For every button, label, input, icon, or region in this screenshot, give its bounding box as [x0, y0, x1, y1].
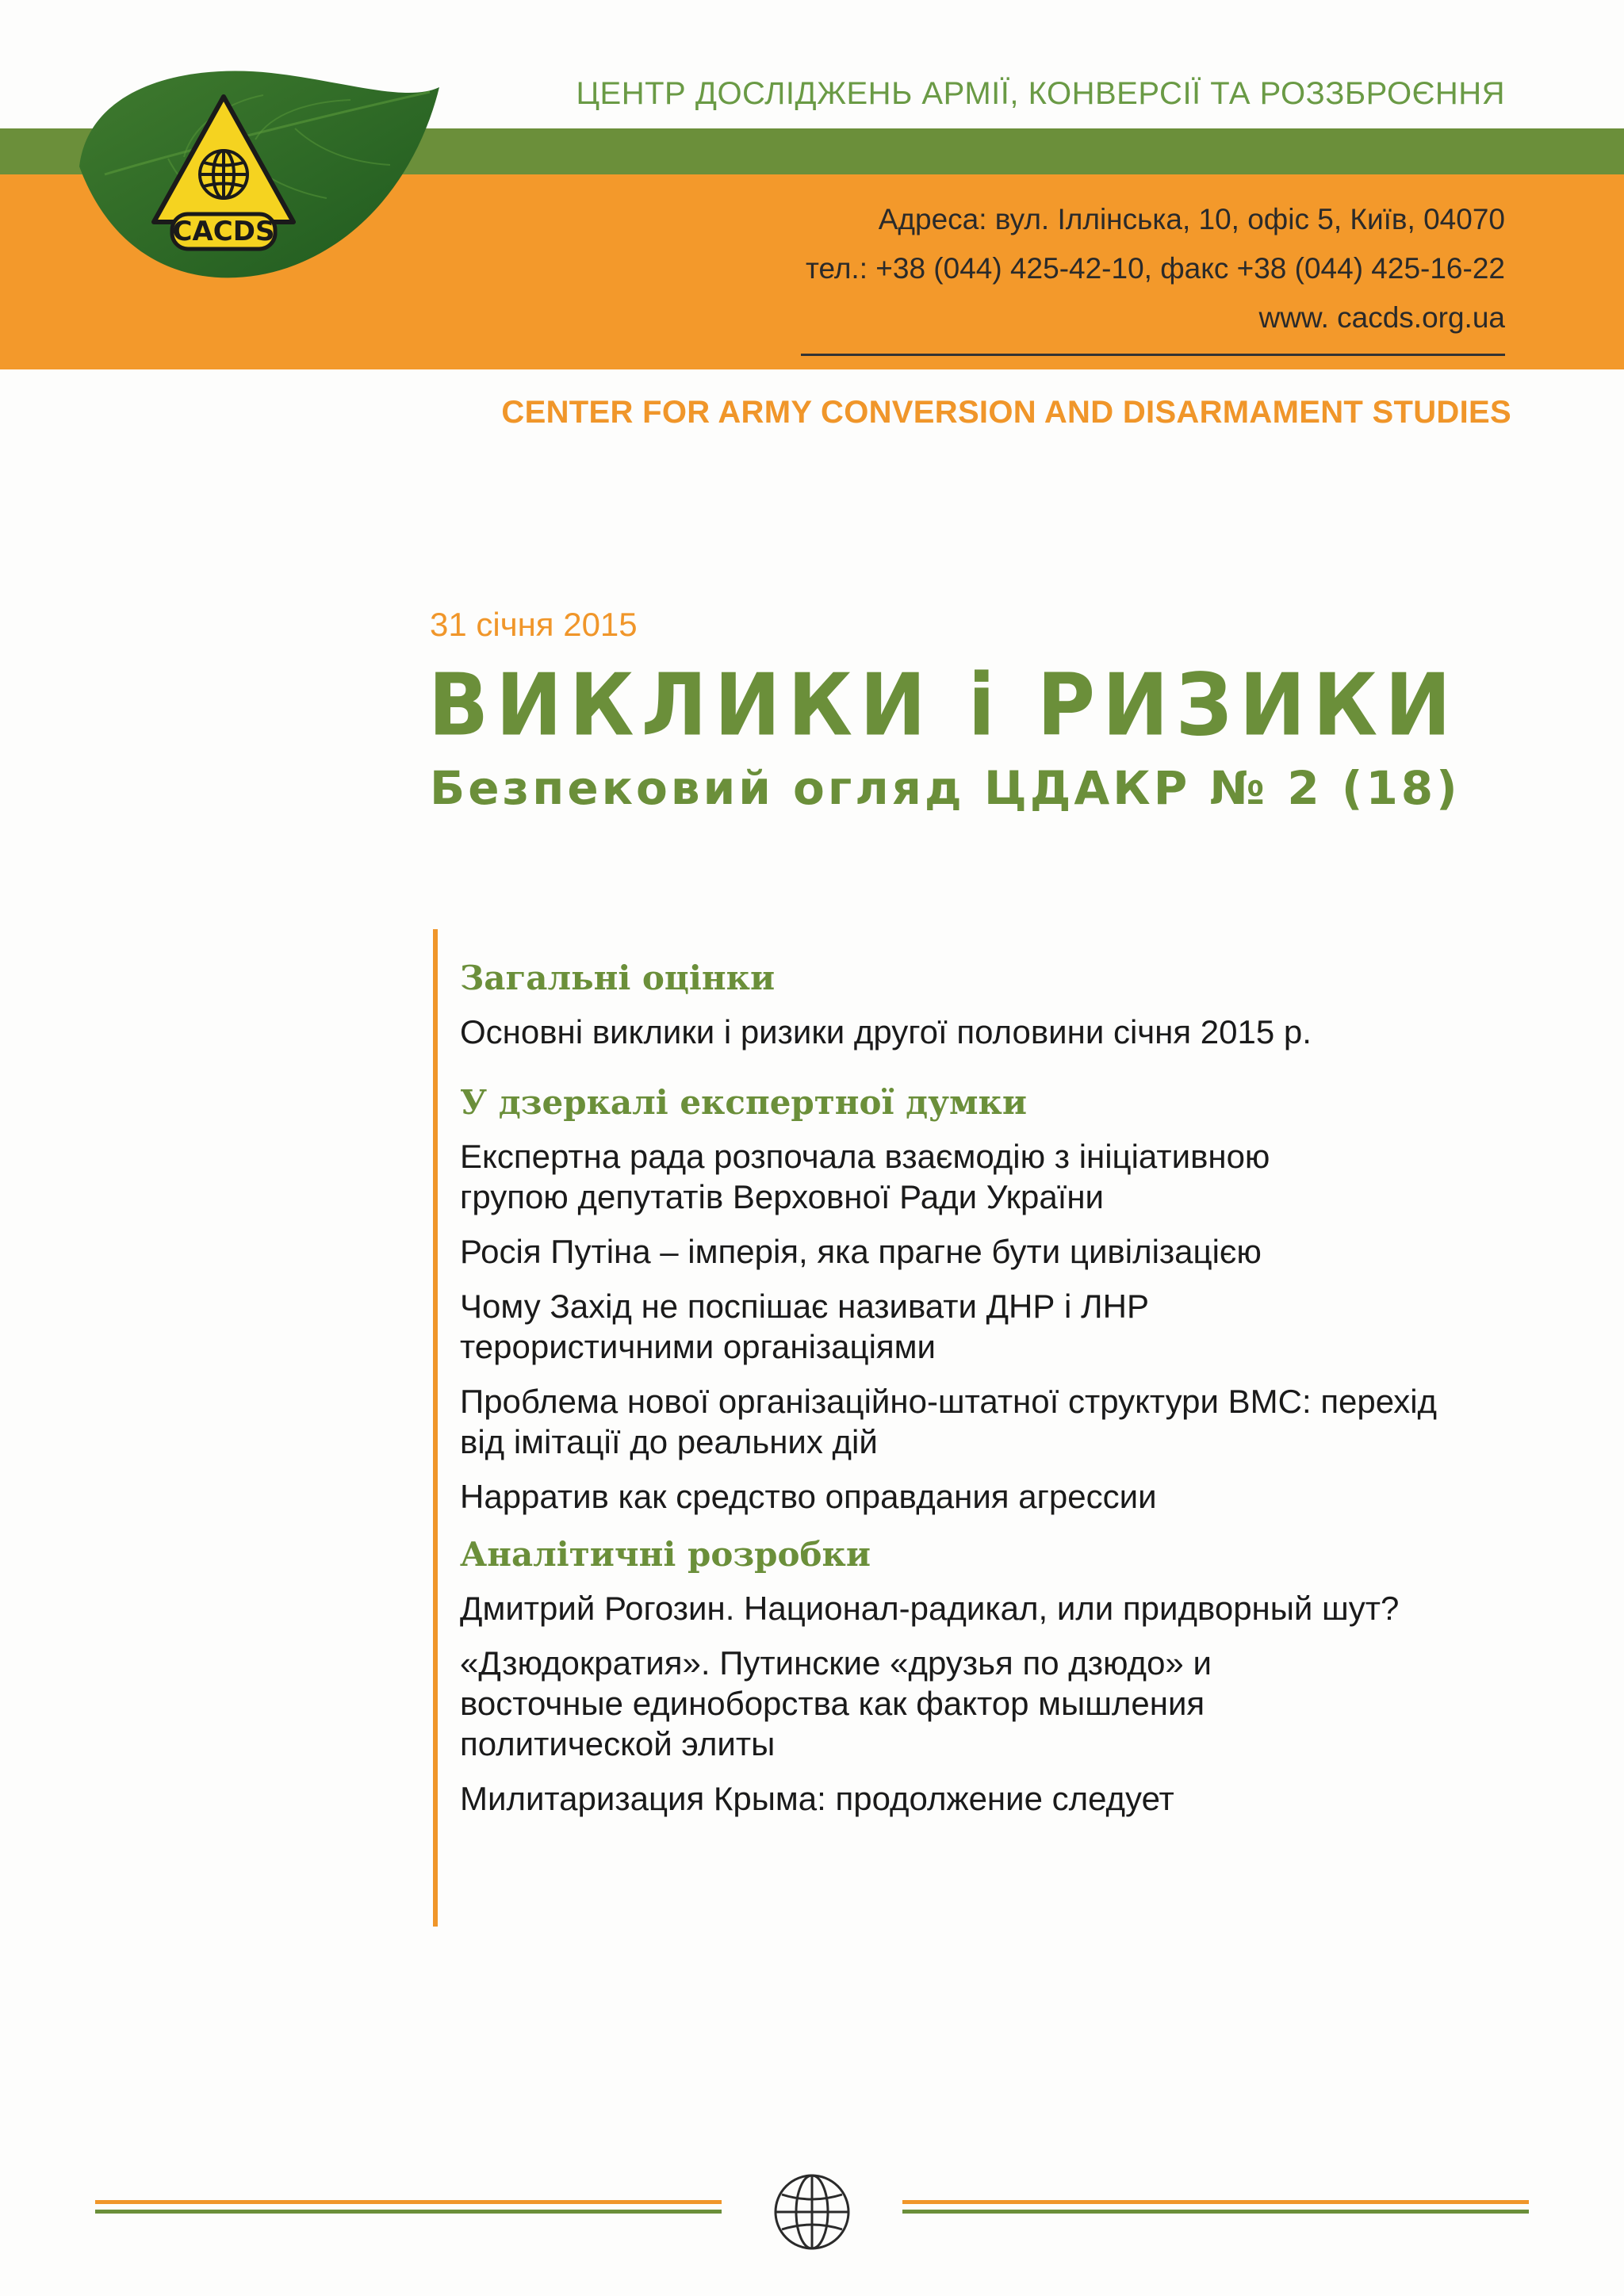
toc-item[interactable]: Експертна рада розпочала взаємодію з ініціативною групою депутатів Верховної Ради України [460, 1138, 1270, 1215]
section-heading: Загальні оцінки [460, 959, 776, 997]
footer-globe-icon [771, 2171, 853, 2253]
cacds-logo [73, 55, 446, 293]
website-link[interactable]: www. cacds.org.ua [1258, 301, 1505, 334]
section-heading: Аналітичні розробки [460, 1535, 871, 1574]
contact-divider [801, 354, 1505, 356]
toc-item[interactable]: Дмитрий Рогозин. Национал-радикал, или придворный шут? [460, 1590, 1400, 1627]
phone-fax: тел.: +38 (044) 425-42-10, факс +38 (044) 425-16-22 [805, 252, 1505, 285]
contact-block [806, 195, 1505, 342]
footer-line-left-top [95, 2200, 722, 2204]
globe-icon [200, 151, 247, 198]
toc-item[interactable]: Росія Путіна – імперія, яка прагне бути цивілізацією [460, 1233, 1262, 1270]
toc-item[interactable]: Основні виклики і ризики другої половини січня 2015 р. [460, 1013, 1312, 1050]
document-title: ВИКЛИКИ і РИЗИКИ [428, 655, 1458, 756]
footer-line-right-top [902, 2200, 1529, 2204]
toc-item[interactable]: Милитаризация Крыма: продолжение следует [460, 1780, 1174, 1817]
toc-accent-bar [433, 929, 438, 1927]
toc-item[interactable]: Проблема нової організаційно-штатної структури ВМС: перехід від імітації до реальних дій [460, 1383, 1438, 1460]
section-heading: У дзеркалі експертної думки [460, 1083, 1027, 1122]
footer-line-right-bottom [902, 2210, 1529, 2214]
footer-line-left-bottom [95, 2210, 722, 2214]
document-subtitle: Безпековий огляд ЦДАКР № 2 (18) [430, 761, 1461, 815]
address: Адреса: вул. Іллінська, 10, офіс 5, Київ, 04070 [878, 203, 1505, 235]
org-name-en: CENTER FOR ARMY CONVERSION AND DISARMAMENT STUDIES [501, 395, 1511, 430]
toc-item[interactable]: «Дзюдократия». Путинские «друзья по дзюдо» и восточные единоборства как фактор мышления политической элиты [460, 1644, 1212, 1762]
org-name-ua: ЦЕНТР ДОСЛІДЖЕНЬ АРМІЇ, КОНВЕРСІЇ ТА РОЗЗБРОЄННЯ [576, 76, 1505, 111]
logo-text: CACDS [172, 216, 275, 247]
issue-date: 31 січня 2015 [430, 606, 638, 643]
table-of-contents [460, 956, 1491, 1833]
toc-item[interactable]: Чому Захід не поспішає називати ДНР і ЛНР терористичними організаціями [460, 1288, 1149, 1365]
toc-item[interactable]: Нарратив как средство оправдания агрессии [460, 1478, 1157, 1515]
